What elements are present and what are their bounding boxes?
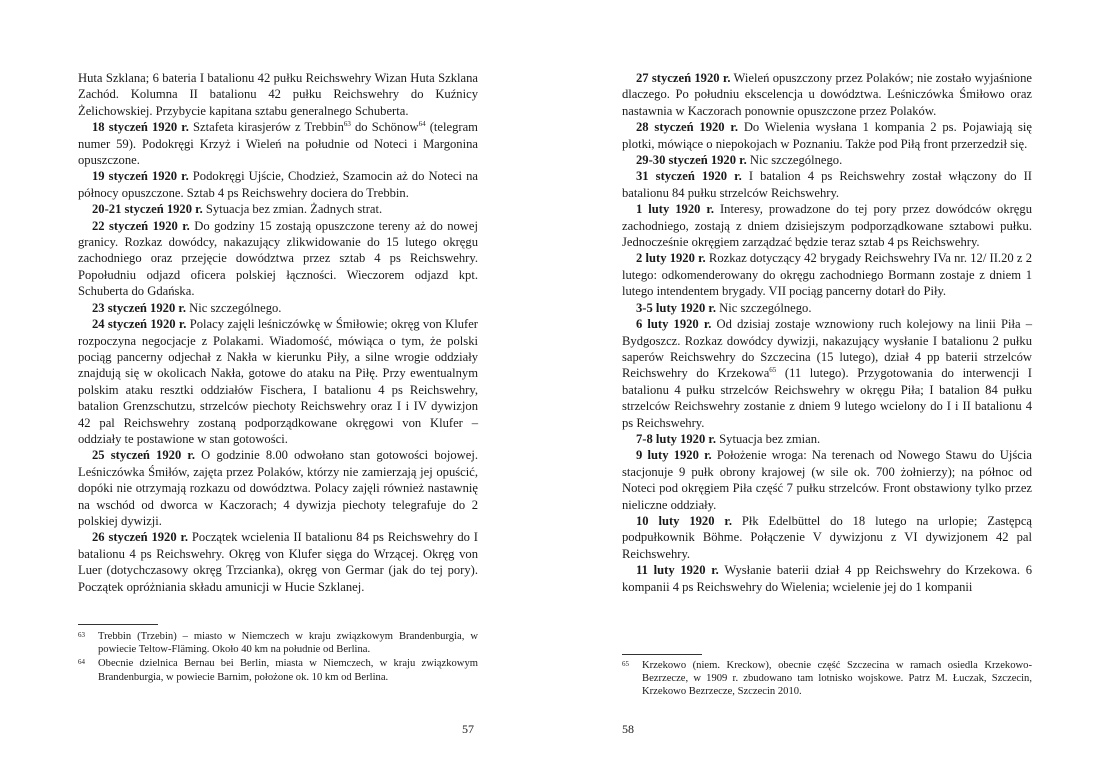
entry-date: 25 styczeń 1920 r. [92,448,195,463]
entry-date: 28 styczeń 1920 r. [636,120,738,135]
footnote-number: 64 [78,658,85,667]
diary-entry: 7-8 luty 1920 r. Sytuacja bez zmian. [636,431,821,446]
entry-date: 24 styczeń 1920 r. [92,317,187,332]
footnote-ref[interactable]: 64 [418,120,426,129]
diary-entry: 10 luty 1920 r. Płk Edelbüttel do 18 lutego na urlopie; Zastępcą podpułkownik Böhme. Połączenie V dywizjonu z VI dywizjonem 42 pal Reichswehry. [622,513,1032,561]
right-footnotes [622,659,1032,700]
entry-date: 23 styczeń 1920 r. [92,300,186,315]
diary-entry: 9 luty 1920 r. Położenie wroga: Na terenach od Nowego Stawu do Ujścia stacjonuje 9 pułk obrony krajowej (w sile ok. 700 żołnierzy); na północ od Noteci pod okręgiem Piła część 7 pułku strzelców. Front obstawiony tylko przez nieliczne oddziały. [622,448,1032,512]
footnote-divider [622,654,702,655]
entry-date: 3-5 luty 1920 r. [636,300,716,315]
diary-entry: 26 styczeń 1920 r. Początek wcielenia II batalionu 84 ps Reichswehry do I batalionu 4 ps Reichswehry. Okręg von Klufer sięga do Wrzącej. Okręg von Luer (dotychczasowy okręg Trzcianka), okręg von Germar (jak do tej pory). Początek opróżniania składu amunicji w Hucie Szklanej. [78,530,478,594]
entry-date: 7-8 luty 1920 r. [636,431,716,446]
entry-date: 2 luty 1920 r. [636,251,706,266]
diary-entry: 28 styczeń 1920 r. Do Wielenia wysłana 1 kompania 2 ps. Pojawiają się plotki, mówiące o niepokojach w Poznaniu. Także pod Piłą front przerzedził się. [622,120,1033,151]
diary-entry: 6 luty 1920 r. Od dzisiaj zostaje wznowiony ruch kolejowy na linii Piła – Bydgoszcz. Rozkaz dowódcy dywizji, nakazujący wysłanie I batalionu 2 pułku saperów Reichswehry do Szczecina (15 lutego), dział 4 pp baterii strzelców Reichswehry do Krzekowa$^{65}$ (11 lutego). Przygotowania do interwencji I batalionu 4 pułku strzelców Reichswehry w okręgu Piła; I batalion 84 pułku strzelców Reichswehry zostanie z dniem 9 lutego wcielony do I i II batalionu 4 ps Reichswehry. [622,317,1033,430]
diary-entry: 25 styczeń 1920 r. O godzinie 8.00 odwołano stan gotowości bojowej. Leśniczówka Śmiłów, zajęta przez Polaków, którzy nie zamierzają jej opuścić, dopóki nie otrzymają rozkazu od dowództwa. Polacy zajęli również nastawnię na wschód od dworca w Kaczorach; 4 dywizja piechoty telegrafuje do 2 polskiej dywizji. [78,448,478,528]
diary-entry: 22 styczeń 1920 r. Do godziny 15 zostają opuszczone tereny aż do nowej granicy. Rozkaz dowódcy, nakazujący zlikwidowanie do 15 lutego okręgu zachodniego oraz przejęcie dowództwa przez sztab 4 ps Reichswehry. Popołudniu odjazd oficera polskiej łączności. Wieczorem odjazd kpt. Schuberta do Gdańska. [78,218,478,299]
entry-date: 18 styczeń 1920 r. [92,120,189,135]
entry-date: 20-21 styczeń 1920 r. [92,202,203,217]
footnote-ref[interactable]: 63 [343,120,351,129]
page-number: 58 [622,722,634,736]
diary-entry: 23 styczeń 1920 r. Nic szczególnego. [92,300,282,315]
diary-entry: 24 styczeń 1920 r. Polacy zajęli leśniczówkę w Śmiłowie; okręg von Klufer rozpoczyna negocjacje z Polakami. Wiadomość, mówiąca o tym, że polski pociąg pancerny odjechał z Nakła w kierunku Piły, a silne wrogie oddziały znajdują się w okolicach Nakła, gotowe do ataku na Piłę. Przy ewentualnym polskim ataku resztki oddziałów Fischera, I batalionu 4 ps Reichswehry, batalion Grenzschutzu, strzelców piechoty Reichswehry oraz I i IV dywizjon 42 pal Reichswehry zostaną podporządkowane okręgowi von Klufer – oddziały te postawione w stan gotowości. [78,317,478,446]
entry-date: 29-30 styczeń 1920 r. [636,153,747,168]
entry-date: 31 styczeń 1920 r. [636,169,742,184]
entry-date: 27 styczeń 1920 r. [636,71,731,85]
diary-entry: 3-5 luty 1920 r. Nic szczególnego. [636,300,812,315]
diary-entry: 27 styczeń 1920 r. Wieleń opuszczony przez Polaków; nie zostało wyjaśnione dlaczego. Po południu ekscelencja u dowództwa. Leśniczówka Śmiłowo oraz nastawnia w Kaczorach ponownie opuszczone przez Polaków. [622,71,1032,118]
footnote-text: Krzekowo (niem. Kreckow), obecnie część Szczecina w ramach osiedla Krzekowo-Bezrzecze, w 1909 r. zbudowano tam lotnisko wojskowe. Patrz M. Łuczak, Szczecin, Krzekowo Bezrzecze, Szczecin 2010. [642,660,1032,698]
diary-entry: 19 styczeń 1920 r. Podokręgi Ujście, Chodzież, Szamocin aż do Noteci na północy opuszczone. Sztab 4 ps Reichswehry dociera do Trebbin. [78,169,478,200]
footnote-divider [78,624,158,625]
paragraph: Huta Szklana; 6 bateria I batalionu 42 pułku Reichswehry Wizan Huta Szklana Zachód. Kolumna II batalionu 42 pułku Reichswehry do Kuźnicy Żelichowskiej. Przybycie kapitana sztabu generalnego Schuberta. [78,71,478,118]
left-footnotes [78,630,478,685]
footnote [622,659,1032,699]
diary-entry: 2 luty 1920 r. Rozkaz dotyczący 42 brygady Reichswehry IVa nr. 12/ II.20 z 2 lutego: odkomenderowany do okręgu zachodniego Bormann zostaje z dniem 1 lutego intendentem brygady. VII pociąg pancerny dotarł do Piły. [622,251,1032,299]
entry-date: 22 styczeń 1920 r. [92,218,190,233]
right-page [550,0,1100,780]
diary-entry: 1 luty 1920 r. Interesy, prowadzone do tej pory przez dowódców okręgu zachodniego, zostają z dniem dzisiejszym podporządkowane sztabowi pułku. Jednocześnie okręgiem zarządzać będzie teraz sztab 4 ps Reichswehry. [622,202,1032,250]
entry-date: 1 luty 1920 r. [636,202,714,217]
entry-date: 19 styczeń 1920 r. [92,169,189,184]
footnote [78,657,478,683]
entry-date: 10 luty 1920 r. [636,513,732,528]
diary-entry: 29-30 styczeń 1920 r. Nic szczególnego. [636,153,843,168]
left-page-body [78,70,478,595]
footnote-ref[interactable]: 65 [769,366,777,375]
footnote-text: Trebbin (Trzebin) – miasto w Niemczech w kraju związkowym Brandenburgia, w powiecie Teltow-Fläming. Około 40 km na południe od Berlina. [98,631,478,656]
footnote-number: 63 [78,631,85,639]
diary-entry: 11 luty 1920 r. Wysłanie baterii dział 4 pp Reichswehry do Krzekowa. 6 kompanii 4 ps Reichswehry do Wielenia; wcielenie jej do 1 kompanii [622,563,1032,594]
right-page-body [622,70,1032,595]
entry-date: 9 luty 1920 r. [636,448,712,463]
diary-entry: 18 styczeń 1920 r. Sztafeta kirasjerów z Trebbin$^{63}$ do Schönow$^{64}$ (telegram numer 59). Podokręgi Krzyż i Wieleń na południe od Noteci i Margonina opuszczone. [78,120,478,168]
footnote-number: 65 [622,660,629,668]
footnote [78,630,478,656]
diary-entry: 20-21 styczeń 1920 r. Sytuacja bez zmian. Żadnych strat. [92,202,383,217]
entry-date: 11 luty 1920 r. [636,563,719,578]
entry-date: 26 styczeń 1920 r. [92,530,189,545]
page-number: 57 [462,722,474,736]
footnote-text: Obecnie dzielnica Bernau bei Berlin, miasta w Niemczech, w kraju związkowym Brandenburgia, w powiecie Barnim, położone ok. 10 km od Berlina. [98,658,478,683]
entry-date: 6 luty 1920 r. [636,317,712,332]
diary-entry: 31 styczeń 1920 r. I batalion 4 ps Reichswehry został włączony do II batalionu 84 pułku strzelców Reichswehry. [622,169,1032,200]
